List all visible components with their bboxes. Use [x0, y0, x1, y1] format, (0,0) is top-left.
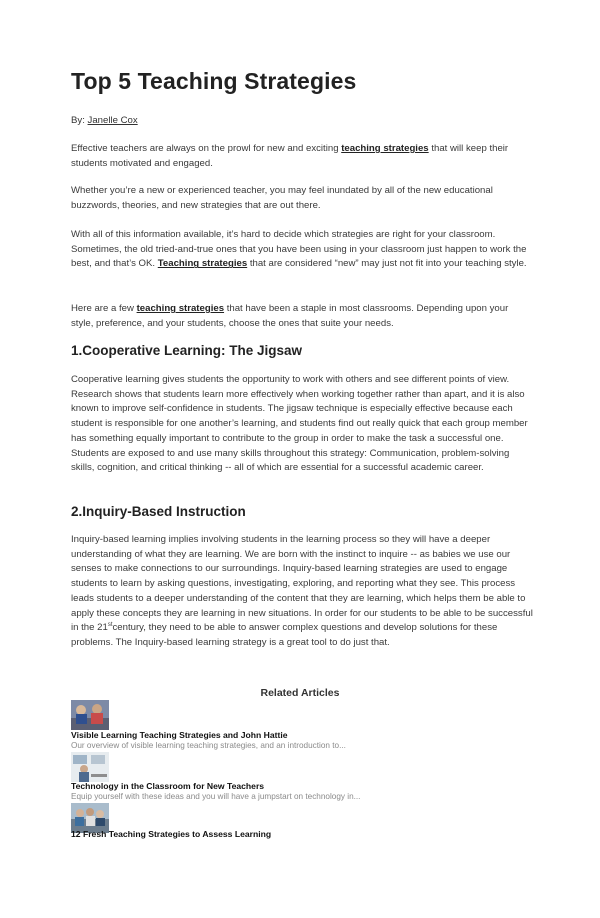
- paragraph-text: Inquiry-based learning implies involving students in the learning process so they will have a deeper understanding of what they are learning. We are born with the instinct to inquire -- as babies we use our senses to make connections to our surroundings. Inquiry-based learning strategies are used to engage students to learn by asking questions, investigating, exploring, and reporting what they see. This process leads students to a deeper understanding of the content that they are learning, which helps them be able to apply these concepts they are learning in new situations. In order for our students to be able to be successful in the 21: [71, 534, 533, 634]
- related-article-desc-2: Equip yourself with these ideas and you will have a jumpstart on technology in...: [71, 792, 361, 801]
- paragraph-text: that have been a staple in most classrooms. Depending upon your style, preference, and your students, choose the ones that suite your needs.: [71, 303, 509, 329]
- teaching-strategies-link[interactable]: teaching strategies: [341, 143, 429, 154]
- byline-prefix: By:: [71, 115, 85, 126]
- superscript: st: [107, 622, 113, 629]
- paragraph-text: Here are a few: [71, 303, 137, 314]
- paragraph-cooperative-learning: Cooperative learning gives students the opportunity to work with others and see different points of view. Research shows that students learn more effectively when working together rather than apart, and it is also known to improve self-confidence in students. The jigsaw technique is especially effective because each student is responsible for one another’s learning, and students find out really quick that each group member has something equally important to contribute to the group in order to make the task a successful one. Students are exposed to and use many skills throughout this strategy: Communication, problem-solving skills, cognition, and critical thinking -- all of which are essential for a successful academic career.: [71, 374, 528, 474]
- paragraph-inquiry-based: [71, 533, 533, 651]
- paragraph-text: With all of this information available, it’s hard to decide which strategies are right for your classroom. Sometimes, the old tried-and-true ones that you have been using in your classroom just happen to work the best, and that’s OK.: [71, 229, 527, 270]
- paragraph-2: Whether you’re a new or experienced teacher, you may feel inundated by all of the new educational buzzwords, theories, and new strategies that are out there.: [71, 185, 493, 211]
- related-article-title-2[interactable]: Technology in the Classroom for New Teachers: [71, 781, 265, 791]
- paragraph-text: century, they need to be able to answer complex questions and develop solutions for these problems. The Inquiry-based learning strategy is a great tool to do just that.: [71, 622, 498, 648]
- page-title: Top 5 Teaching Strategies: [71, 68, 357, 94]
- related-articles-title: Related Articles: [260, 687, 340, 699]
- section-heading-1: 1.Cooperative Learning: The Jigsaw: [71, 343, 303, 358]
- related-article-title-1[interactable]: Visible Learning Teaching Strategies and John Hattie: [71, 730, 288, 740]
- section-heading-2: 2.Inquiry-Based Instruction: [71, 504, 246, 519]
- byline: [71, 115, 138, 126]
- related-article-desc-1: Our overview of visible learning teaching strategies, and an introduction to...: [71, 741, 346, 750]
- teaching-strategies-link-3[interactable]: teaching strategies: [136, 303, 225, 314]
- paragraph-text: Effective teachers are always on the prowl for new and exciting: [71, 143, 342, 154]
- paragraph-text: that will keep their students motivated and engaged.: [71, 143, 509, 169]
- teaching-strategies-link-2[interactable]: Teaching strategies: [157, 258, 248, 270]
- paragraph-4: [71, 302, 533, 331]
- related-thumbnail-1[interactable]: [71, 700, 109, 730]
- paragraph-intro: [71, 142, 533, 171]
- paragraph-3: [71, 228, 533, 272]
- related-article-title-3[interactable]: 12 Fresh Teaching Strategies to Assess Learning: [71, 829, 272, 839]
- paragraph-text: that are considered “new” may just not fit into your teaching style.: [247, 258, 527, 270]
- related-thumbnail-2[interactable]: [71, 752, 109, 782]
- author-link[interactable]: Janelle Cox: [87, 115, 138, 126]
